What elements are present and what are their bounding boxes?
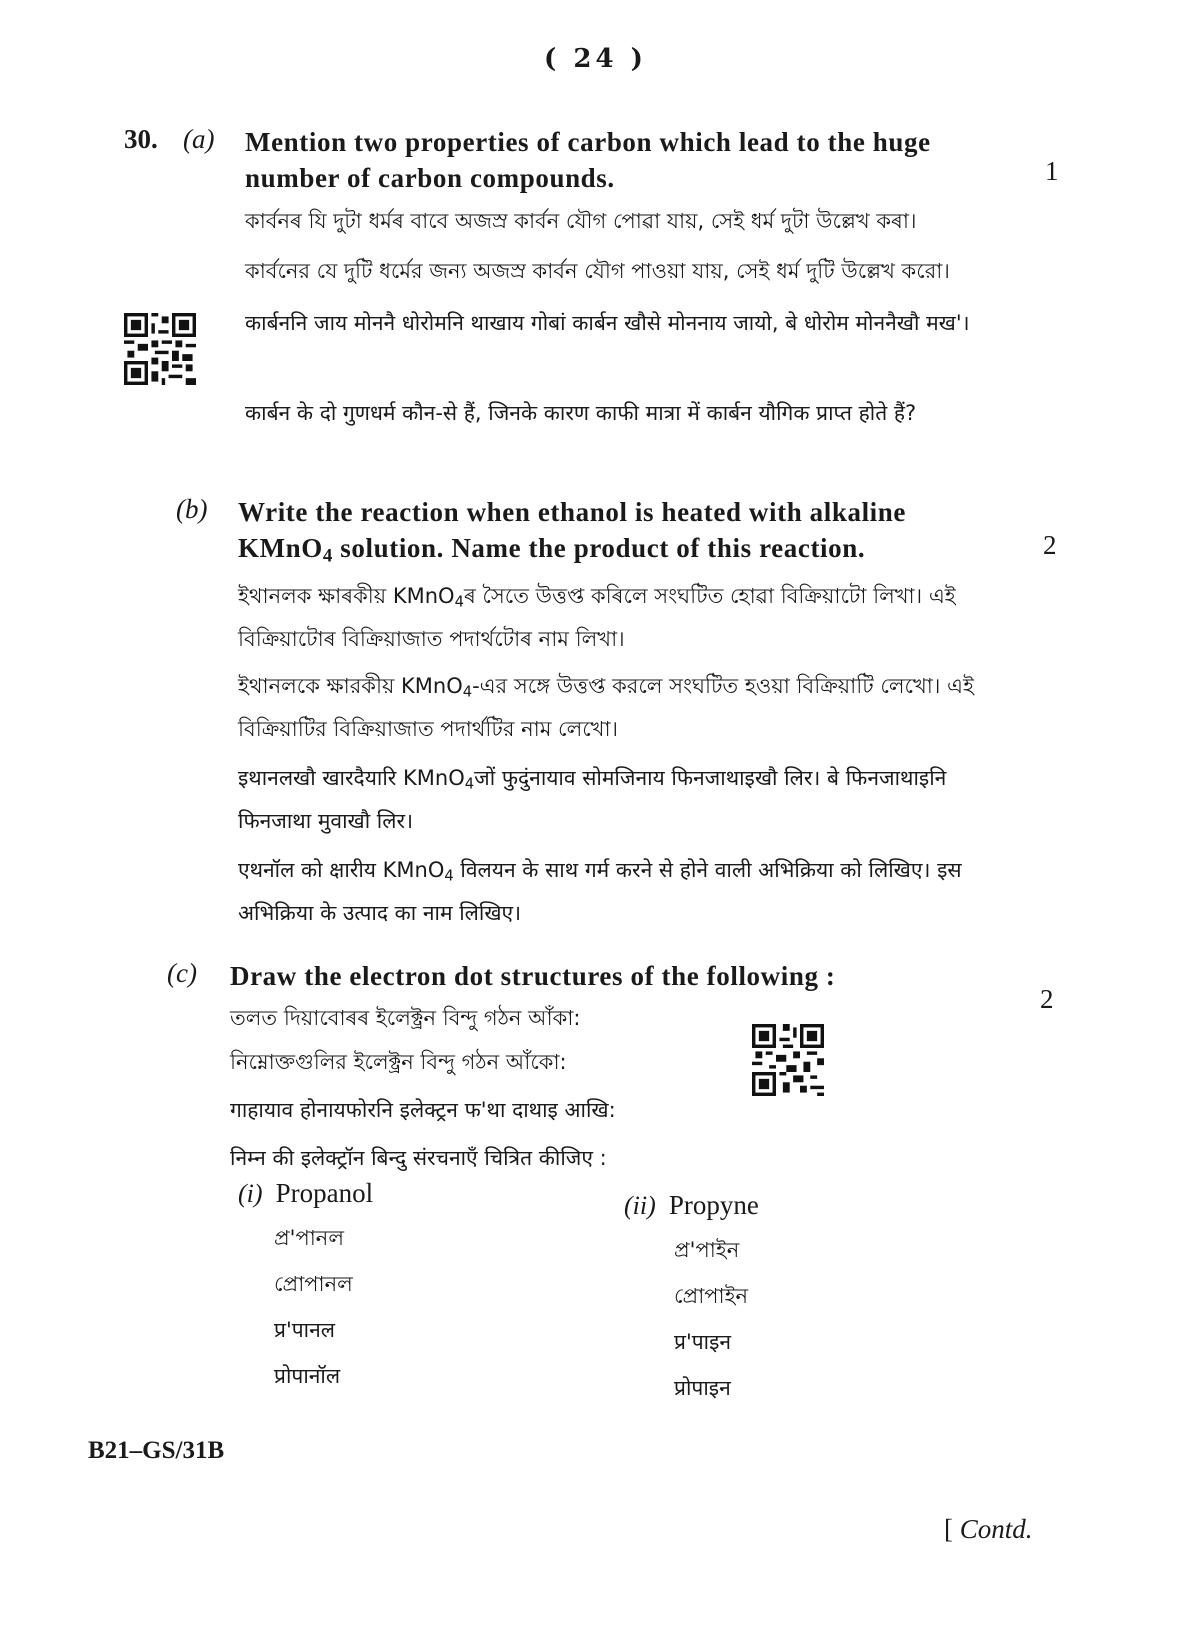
option-label: (i) — [238, 1179, 263, 1208]
continued-label: [ Contd. — [944, 1514, 1033, 1544]
part-c-label: (c) — [167, 958, 197, 988]
part-a-assamese: কাৰ্বনৰ যি দুটা ধৰ্মৰ বাবে অজস্ৰ কাৰ্বন যৌগ পোৱা যায়, সেই ধৰ্ম দুটা উল্লেখ কৰা। — [245, 209, 917, 233]
part-a-hindi: कार्बन के दो गुणधर्म कौन-से हैं, जिनके कारण काफी मात्रा में कार्बन यौगिक प्राप्त होते हैं? — [245, 401, 917, 425]
part-a-english: Mention two properties of carbon which lead to the huge number of carbon compounds. — [245, 127, 931, 193]
paper-code: B21–GS/31B — [88, 1437, 225, 1464]
part-c-hindi: निम्न की इलेक्ट्रॉन बिन्दु संरचनाएँ चित्रित कीजिए : — [230, 1146, 607, 1170]
part-b-hindi: एथनॉल को क्षारीय KMnO$_4$ विलयन के साथ गर्म करने से होने वाली अभिक्रिया को लिखिए। इस अभिक्रिया के उत्पाद का नाम लिखिए। — [238, 858, 962, 925]
option-translation: প্রোপানল — [274, 1272, 353, 1296]
part-b-label: (b) — [176, 494, 208, 524]
part-c-english: Draw the electron dot structures of the following : — [230, 961, 836, 991]
page-number: ( 24 ) — [544, 44, 647, 74]
option-translation: প্ৰ'পাইন — [674, 1238, 740, 1262]
part-b-english: Write the reaction when ethanol is heated with alkaline KMnO$_4$ solution. Name the product of this reaction. — [238, 497, 906, 567]
option-propanol — [238, 1178, 373, 1399]
part-a-label: (a) — [183, 124, 215, 154]
part-c-marks: 2 — [1040, 984, 1054, 1014]
part-a-bengali: কার্বনের যে দুটি ধর্মের জন্য অজস্র কার্বন যৌগ পাওয়া যায়, সেই ধর্ম দুটি উল্লেখ করো। — [245, 259, 950, 283]
part-c-bengali: নিম্নোক্তগুলির ইলেক্ট্রন বিন্দু গঠন আঁকো: — [230, 1050, 567, 1074]
option-translation: প্ৰ'পানল — [274, 1226, 344, 1250]
part-b-assamese: ইথানলক ক্ষাৰকীয় KMnO$_4$ৰ সৈতে উত্তপ্ত কৰিলে সংঘটিত হোৱা বিক্ৰিয়াটো লিখা। এই বিক্ৰিয়াটোৰ বিক্ৰিয়াজাত পদাৰ্থটোৰ নাম লিখা। — [238, 584, 956, 651]
option-name: Propanol — [275, 1178, 374, 1208]
part-b-bengali: ইথানলকে ক্ষারকীয় KMnO$_4$-এর সঙ্গে উত্তপ্ত করলে সংঘটিত হওয়া বিক্রিয়াটি লেখো। এই বিক্রিয়াটির বিক্রিয়াজাত পদার্থটির নাম লেখো। — [238, 674, 974, 741]
qr-code-icon — [124, 313, 196, 385]
option-translation: प्र'पानल — [274, 1318, 335, 1342]
question-number: 30. — [124, 124, 158, 154]
option-label: (ii) — [624, 1191, 656, 1220]
option-translation: प्रोपानॉल — [274, 1364, 341, 1388]
option-name: Propyne — [668, 1190, 759, 1220]
part-c-assamese: তলত দিয়াবোৰৰ ইলেক্ট্ৰন বিন্দু গঠন আঁকা: — [230, 1006, 581, 1030]
option-propyne — [624, 1190, 759, 1411]
qr-code-icon — [752, 1024, 824, 1096]
part-a-bodo: कार्बननि जाय मोननै धोरोमनि थाखाय गोबां कार्बन खौसे मोननाय जायो, बे धोरोम मोननैखौ मख'। — [245, 311, 970, 335]
option-translation: प्रोपाइन — [674, 1376, 731, 1400]
part-c-bodo: गाहायाव होनायफोरनि इलेक्ट्रन फ'था दाथाइ आखि: — [230, 1098, 616, 1122]
part-a-marks: 1 — [1045, 156, 1059, 186]
part-b-marks: 2 — [1043, 530, 1057, 560]
part-b-bodo: इथानलखौ खारदैयारि KMnO$_4$जों फुदुंनायाव सोमजिनाय फिनजाथाइखौ लिर। बे फिनजाथाइनि फिनजाथा मुवाखौ लिर। — [238, 766, 947, 833]
option-translation: प्र'पाइन — [674, 1330, 732, 1354]
option-translation: প্রোপাইন — [674, 1284, 749, 1308]
